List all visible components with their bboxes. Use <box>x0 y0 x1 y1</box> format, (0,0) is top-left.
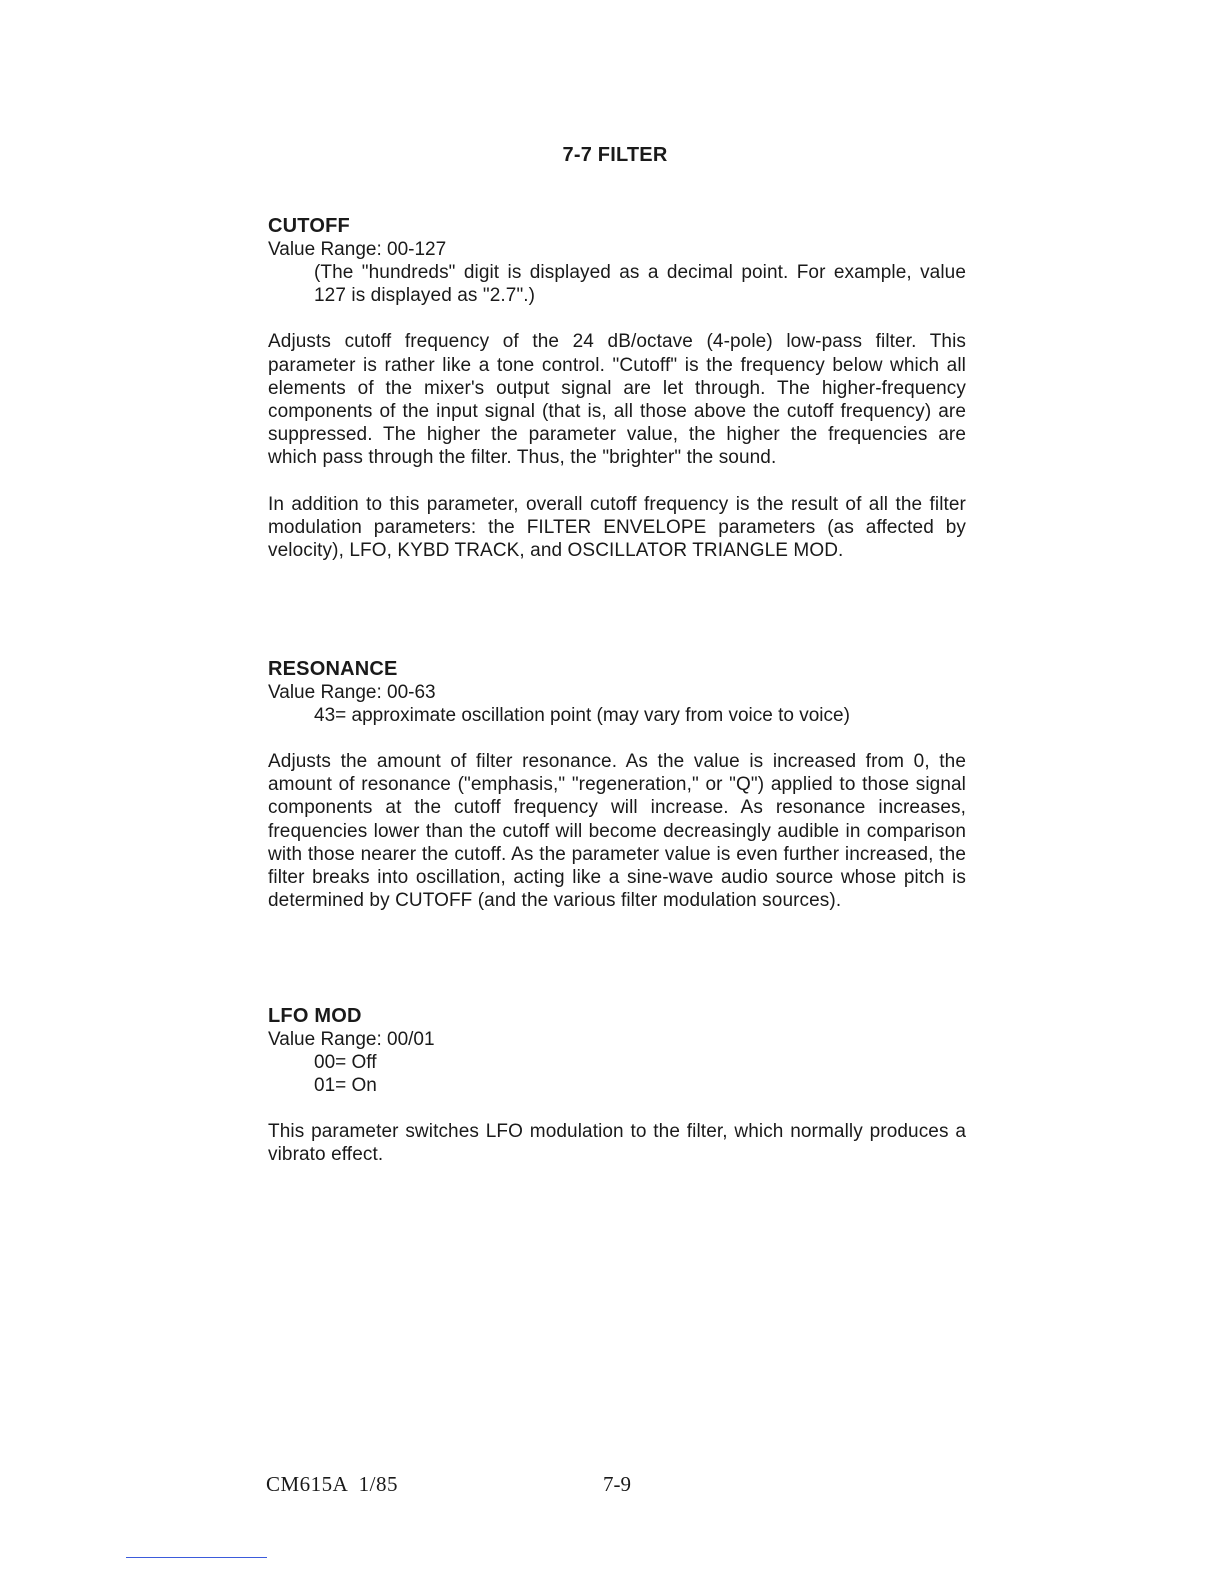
bottom-rule <box>126 1557 267 1558</box>
footer-page-number: 7-9 <box>603 1472 631 1496</box>
resonance-heading: RESONANCE <box>268 658 398 680</box>
resonance-description: Adjusts the amount of filter resonance. As the value is increased from 0, the amount of resonance ("emphasis," "regeneration," or "Q") applied to those signal components at the cutoff frequency will increase. As resonance increases, frequencies lower than the cutoff will become decreasingly audible in comparison with those nearer the cutoff. As the parameter value is even further increased, the filter breaks into oscillation, acting like a sine-wave audio source whose pitch is determined by CUTOFF (and the various filter modulation sources). <box>268 751 966 912</box>
lfo-mod-section <box>268 1005 966 1166</box>
resonance-value-range: Value Range: 00-63 <box>268 682 436 703</box>
cutoff-description: Adjusts cutoff frequency of the 24 dB/octave (4-pole) low-pass filter. This parameter is rather like a tone control. "Cutoff" is the frequency below which all elements of the mixer's output signal are let through. The higher-frequency components of the input signal (that is, all those above the cutoff frequency) are suppressed. The higher the parameter value, the higher the frequencies are which pass through the filter. Thus, the "brighter" the sound. <box>268 331 966 469</box>
lfo-mod-option-on: 01= On <box>314 1075 377 1096</box>
resonance-note: 43= approximate oscillation point (may vary from voice to voice) <box>314 705 850 726</box>
cutoff-modulation-note: In addition to this parameter, overall cutoff frequency is the result of all the filter modulation parameters: the FILTER ENVELOPE parameters (as affected by velocity), LFO, KYBD TRACK, and OSCILLATOR TRIANGLE MOD. <box>268 493 966 562</box>
lfo-mod-description: This parameter switches LFO modulation to the filter, which normally produces a vibrato effect. <box>268 1121 966 1166</box>
cutoff-value-range: Value Range: 00-127 <box>268 239 447 260</box>
resonance-section <box>268 658 966 912</box>
cutoff-note: (The "hundreds" digit is displayed as a decimal point. For example, value 127 is displayed as "2.7".) <box>314 262 966 307</box>
cutoff-section <box>268 215 966 562</box>
page-title: 7-7 FILTER <box>562 144 668 166</box>
cutoff-heading: CUTOFF <box>268 215 350 237</box>
lfo-mod-option-off: 00= Off <box>314 1052 377 1073</box>
lfo-mod-heading: LFO MOD <box>268 1005 362 1027</box>
lfo-mod-value-range: Value Range: 00/01 <box>268 1029 435 1050</box>
footer-doc-id: CM615A 1/85 <box>266 1472 399 1496</box>
